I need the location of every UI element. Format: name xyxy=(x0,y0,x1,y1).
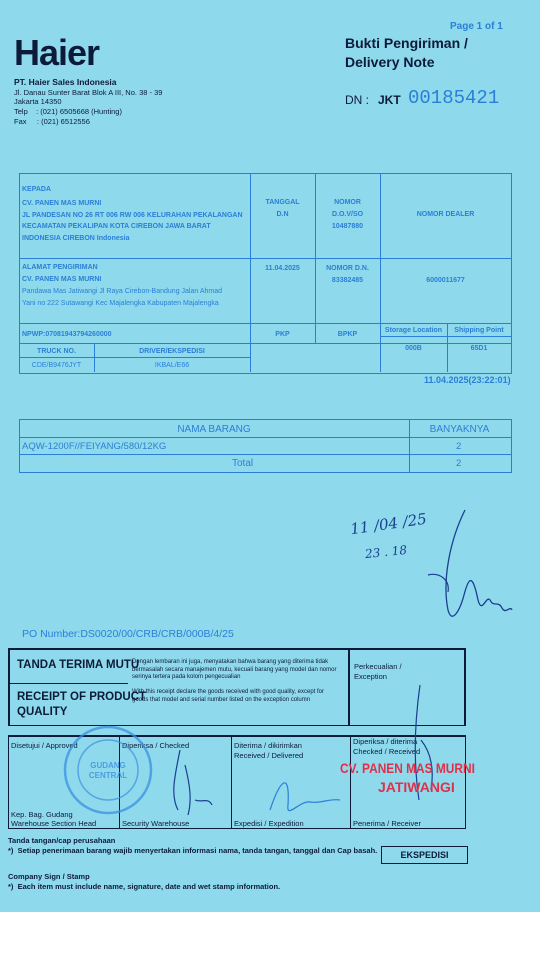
kepada-address-1: JL PANDESAN NO 26 RT 006 RW 006 KELURAHAN PEKALANGAN xyxy=(22,212,243,219)
print-timestamp: 11.04.2025(23:22:01) xyxy=(424,375,511,385)
handwritten-date: 11 /04 /25 xyxy=(349,509,428,539)
exception-label-2: Exception xyxy=(354,672,387,681)
svg-text:GUDANG: GUDANG xyxy=(90,761,126,770)
sig-checked-label: Diperiksa / Checked xyxy=(122,741,190,750)
dn-prefix: JKT xyxy=(378,93,401,107)
footer-note-en: *) Each item must include name, signature, date and wet stamp information. xyxy=(8,882,281,891)
kepada-address-2: KECAMATAN PEKALIPAN KOTA CIREBON JAWA BARAT xyxy=(22,223,211,230)
shipping-point-label: Shipping Point xyxy=(454,327,504,334)
pkp-label: PKP xyxy=(275,331,290,338)
dn-label: DN : xyxy=(345,93,369,107)
npwp: NPWP:07081943794260000 xyxy=(22,331,112,338)
nomor-dn-value: 83382485 xyxy=(331,277,364,284)
nomor-dovso-value: 10487880 xyxy=(331,223,364,230)
storage-location-label: Storage Location xyxy=(384,327,443,334)
tanggal-sub: D.N xyxy=(276,211,289,218)
sig-received-label-2: Received / Delivered xyxy=(234,751,304,760)
sig-expedition: Expedisi / Expedition xyxy=(234,819,304,828)
sig-checked-received-1: Diperiksa / diterima xyxy=(353,737,418,746)
alamat-name: CV. PANEN MAS MURNI xyxy=(22,276,102,283)
receiver-stamp-line2: JATIWANGI xyxy=(378,779,455,795)
company-address-2: Jakarta 14350 xyxy=(14,97,62,106)
expedition-signature xyxy=(250,760,350,820)
truck-value: CDE/B9476JYT xyxy=(31,362,82,369)
sig-security-warehouse: Security Warehouse xyxy=(122,819,190,828)
alamat-address-2: Yani no 222 Sutawangi Kec Majalengka Kabupaten Majalengka xyxy=(22,300,219,307)
dealer-value: 6000011677 xyxy=(426,277,465,284)
company-name: PT. Haier Sales Indonesia xyxy=(14,77,117,87)
warehouse-stamp xyxy=(62,724,154,816)
driver-value: IKBAL/E66 xyxy=(154,362,190,369)
exception-label-1: Perkecualian / xyxy=(354,662,402,671)
truck-label: TRUCK NO. xyxy=(37,348,76,355)
ekspedisi-label: EKSPEDISI xyxy=(400,850,449,860)
sig-approved-label: Disetujui / Approved xyxy=(11,741,78,750)
tanggal-label: TANGGAL xyxy=(265,199,300,206)
handwritten-time: 23 . 18 xyxy=(364,542,408,562)
receipt-title-en-1: RECEIPT OF PRODUCT xyxy=(17,691,147,703)
doc-title-line2: Delivery Note xyxy=(345,54,435,70)
col-banyaknya: BANYAKNYA xyxy=(429,424,490,435)
kepada-name: CV. PANEN MAS MURNI xyxy=(22,200,102,207)
company-address-1: Jl. Danau Sunter Barat Blok A III, No. 38 - 39 xyxy=(14,88,163,97)
dn-number: 00185421 xyxy=(408,87,500,109)
nomor-dn-label: NOMOR D.N. xyxy=(326,265,369,272)
alamat-label: ALAMAT PENGIRIMAN xyxy=(22,264,98,271)
item-qty: 2 xyxy=(456,441,462,452)
shipping-point-value: 65D1 xyxy=(470,345,488,352)
storage-location-value: 000B xyxy=(405,345,422,352)
po-number: PO Number:DS0020/00/CRB/CRB/000B/4/25 xyxy=(22,628,234,640)
sig-warehouse-head-1: Kep. Bag. Gudang xyxy=(11,810,73,819)
nomor-dovso-label: NOMOR xyxy=(334,199,361,206)
sig-warehouse-head-2: Warehouse Section Head xyxy=(11,819,97,828)
sig-received-label-1: Diterima / dikirimkan xyxy=(234,741,302,750)
footer-company-sign: Company Sign / Stamp xyxy=(8,872,90,881)
nomor-dealer-label: NOMOR DEALER xyxy=(416,211,475,218)
item-name: AQW-1200F//FEIYANG/580/12KG xyxy=(22,441,167,452)
footer-note-id: *) Setiap penerimaan barang wajib menyertakan informasi nama, tanda tangan, tanggal dan Cap basah. xyxy=(8,846,378,855)
col-nama-barang: NAMA BARANG xyxy=(177,424,251,435)
svg-text:CENTRAL: CENTRAL xyxy=(88,771,128,780)
sig-receiver: Penerima / Receiver xyxy=(353,819,421,828)
receipt-title-en-2: QUALITY xyxy=(17,706,68,718)
receipt-text-en: With this receipt declare the goods received with good quality, except for goods that model and serial number listed on the exception column xyxy=(132,689,324,703)
tanggal-value: 11.04.2025 xyxy=(265,265,300,272)
company-fax: Fax : (021) 6512556 xyxy=(14,117,90,126)
alamat-address-1: Pandawa Mas Jatiwangi Jl Raya Cirebon-Bandung Jalan Ahmad xyxy=(22,288,223,295)
signature-scribble xyxy=(420,500,520,640)
kepada-label: KEPADA xyxy=(22,186,52,193)
kepada-address-3: INDONESIA CIREBON Indonesia xyxy=(22,235,130,242)
doc-title-line1: Bukti Pengiriman / xyxy=(345,35,468,51)
page-label: Page 1 of 1 xyxy=(450,21,503,32)
total-qty: 2 xyxy=(456,458,462,469)
receipt-text-id: Dengan lembaran ini juga, menyatakan bahwa barang yang diterima tidak bermasalah secara manajemen mutu, kecuali barang yang model dan nomor serinya tertera pada kolom pengecualian xyxy=(132,659,337,680)
bpkp-label: BPKP xyxy=(337,331,358,338)
receiver-signature xyxy=(395,680,455,820)
company-phone: Telp : (021) 6505668 (Hunting) xyxy=(14,107,122,116)
receipt-title-id: TANDA TERIMA MUTU xyxy=(17,659,140,671)
checked-signature xyxy=(150,745,230,820)
receiver-stamp-line1: CV. PANEN MAS MURNI xyxy=(340,760,475,776)
nomor-dovso-sub: D.O.V/SO xyxy=(331,211,364,218)
total-label: Total xyxy=(232,458,254,469)
footer-sig-label: Tanda tangan/cap perusahaan xyxy=(8,836,116,845)
haier-logo: Haier xyxy=(14,32,100,73)
sig-checked-received-2: Checked / Received xyxy=(353,747,421,756)
driver-label: DRIVER/EKSPEDISI xyxy=(139,348,205,355)
